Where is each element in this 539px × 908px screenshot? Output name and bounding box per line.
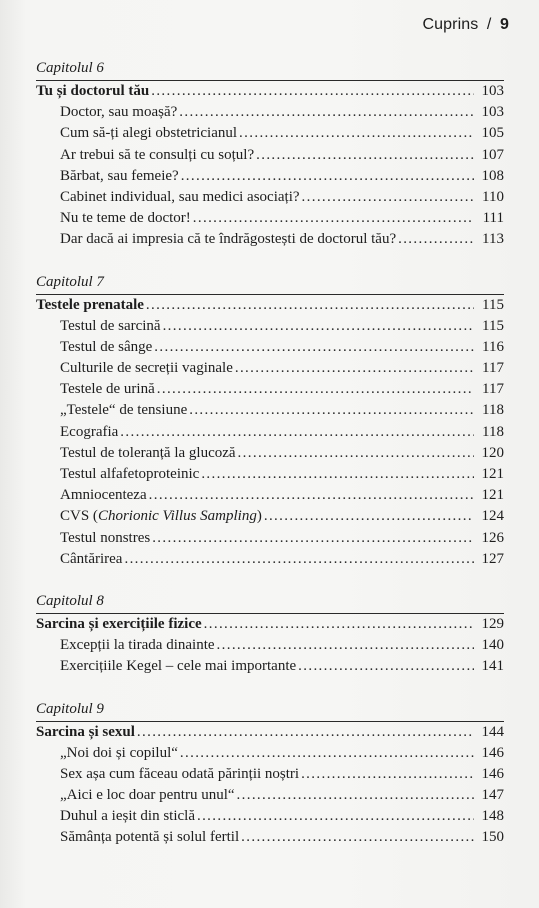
- dot-leader: [217, 635, 474, 656]
- page-number: 150: [481, 829, 504, 846]
- dot-leader: [146, 295, 474, 316]
- page-number: 146: [481, 765, 504, 782]
- dot-leader: [151, 81, 474, 102]
- page-number: 124: [481, 508, 504, 525]
- toc-entry[interactable]: [36, 379, 504, 400]
- toc-entry[interactable]: [36, 123, 504, 144]
- chapter-title-entry[interactable]: [36, 295, 504, 316]
- entry-title: Testul de sarcină: [60, 317, 161, 334]
- dot-leader: [137, 722, 474, 743]
- chapter-9: [36, 699, 504, 849]
- page-number: 108: [481, 167, 504, 184]
- entry-title: Ar trebui să te consulți cu soțul?: [60, 146, 255, 163]
- entry-title-italic: Chorionic Villus Sampling: [97, 508, 257, 525]
- entry-title-suffix: ): [256, 508, 262, 525]
- dot-leader: [189, 400, 474, 421]
- toc-entry[interactable]: [36, 806, 504, 827]
- dot-leader: [256, 145, 474, 166]
- page-number: 141: [481, 658, 504, 675]
- dot-leader: [197, 806, 474, 827]
- chapter-title: Sarcina și exercițiile fizice: [36, 615, 202, 632]
- toc-entry[interactable]: [36, 229, 504, 250]
- toc-entry[interactable]: [36, 316, 504, 337]
- chapter-label: Capitolul 6: [36, 60, 104, 76]
- chapter-title: Sarcina și sexul: [36, 723, 135, 740]
- entry-title: Amniocenteza: [60, 487, 147, 504]
- chapter-6: [36, 58, 504, 251]
- dot-leader: [157, 379, 474, 400]
- dot-leader: [181, 166, 474, 187]
- page-number: 121: [481, 466, 504, 482]
- page-number: 148: [481, 808, 504, 825]
- dot-leader: [238, 443, 474, 464]
- header-page-number: 9: [500, 16, 509, 33]
- dot-leader: [180, 743, 474, 764]
- entry-title: [60, 506, 262, 527]
- toc-entry[interactable]: [36, 743, 504, 764]
- entry-title: Cum să-ți alegi obstetricianul: [60, 125, 238, 142]
- toc-entry[interactable]: [36, 656, 504, 677]
- dot-leader: [298, 656, 474, 677]
- entry-title: Cabinet individual, sau medici asociați?: [60, 188, 300, 205]
- entry-title: „Testele“ de tensiune: [60, 402, 188, 419]
- chapter-label: Capitolul 8: [36, 592, 104, 609]
- entry-title-prefix: CVS (: [60, 508, 98, 525]
- entry-title: Duhul a ieșit din sticlă: [60, 808, 195, 825]
- entry-title: Dar dacă ai impresia că te îndrăgostești de doctorul tău?: [60, 231, 397, 248]
- dot-leader: [302, 187, 474, 208]
- toc-entry[interactable]: [36, 764, 504, 785]
- running-header: [423, 16, 509, 34]
- toc-entry[interactable]: [36, 485, 504, 506]
- entry-title: Cântărirea: [60, 550, 123, 567]
- dot-leader: [163, 316, 474, 337]
- entry-title: Bărbat, sau femeie?: [60, 167, 179, 184]
- page-number: 110: [482, 188, 504, 205]
- entry-title: „Noi doi și copilul“: [60, 744, 178, 761]
- entry-title: Testul de toleranță la glucoză: [60, 444, 236, 461]
- page-number: 107: [481, 146, 504, 163]
- toc-entry[interactable]: [36, 358, 504, 379]
- page-number: 115: [482, 296, 504, 313]
- chapter-title: Testele prenatale: [36, 296, 144, 313]
- dot-leader: [301, 764, 474, 785]
- entry-title: Doctor, sau moașă?: [60, 104, 178, 121]
- page-number: 113: [482, 231, 504, 248]
- page-number: 118: [482, 423, 504, 440]
- page-number: 118: [482, 402, 504, 419]
- dot-leader: [149, 485, 474, 506]
- header-title: Cuprins: [422, 16, 479, 33]
- table-of-contents: [36, 58, 504, 870]
- toc-entry[interactable]: [36, 337, 504, 358]
- page-number: 117: [482, 381, 504, 398]
- dot-leader: [120, 422, 474, 443]
- toc-entry[interactable]: [36, 443, 504, 464]
- chapter-label: Capitolul 9: [36, 700, 104, 717]
- toc-entry[interactable]: [36, 464, 504, 485]
- dot-leader: [154, 337, 474, 358]
- dot-leader: [193, 208, 474, 229]
- entry-title: Testele de urină: [60, 381, 155, 398]
- chapter-title-entry[interactable]: [36, 81, 504, 102]
- chapter-7: [36, 272, 504, 570]
- dot-leader: [201, 464, 474, 485]
- dot-leader: [124, 549, 474, 570]
- dot-leader: [235, 358, 474, 379]
- entry-title: „Aici e loc doar pentru unul“: [60, 787, 235, 804]
- dot-leader: [179, 102, 474, 123]
- toc-entry[interactable]: [36, 145, 504, 166]
- entry-title: Testul nonstres: [60, 529, 151, 546]
- page-number: 146: [481, 744, 504, 761]
- entry-title: Sămânța potentă și solul fertil: [60, 829, 240, 846]
- entry-title: Ecografia: [60, 423, 119, 440]
- chapter-label: Capitolul 7: [36, 273, 104, 290]
- toc-entry[interactable]: [36, 506, 504, 527]
- chapter-8: [36, 591, 504, 678]
- page-number: 147: [481, 787, 504, 804]
- page-number: 103: [481, 83, 504, 99]
- page-number: 117: [482, 360, 504, 377]
- entry-title: Sex așa cum făceau odată părinții noștri: [60, 765, 300, 782]
- dot-leader: [237, 785, 474, 806]
- entry-title: Exercițiile Kegel – cele mai importante: [60, 658, 297, 675]
- header-separator: /: [486, 16, 492, 33]
- page-number: 105: [481, 125, 504, 142]
- dot-leader: [398, 229, 474, 250]
- page-number: 103: [481, 104, 504, 121]
- dot-leader: [241, 827, 474, 848]
- page-number: 116: [482, 338, 504, 355]
- toc-entry[interactable]: [36, 785, 504, 806]
- toc-entry[interactable]: [36, 102, 504, 123]
- page-number: 127: [481, 550, 504, 567]
- page-number: 111: [482, 210, 504, 227]
- toc-entry[interactable]: [36, 549, 504, 570]
- toc-entry[interactable]: [36, 827, 504, 848]
- dot-leader: [239, 123, 474, 144]
- page-number: 144: [481, 723, 504, 740]
- toc-entry[interactable]: [36, 528, 504, 549]
- entry-title: Excepții la tirada dinainte: [60, 637, 215, 654]
- toc-entry[interactable]: [36, 422, 504, 443]
- chapter-title: Tu și doctorul tău: [36, 83, 150, 99]
- toc-entry[interactable]: [36, 208, 504, 229]
- toc-entry[interactable]: [36, 400, 504, 421]
- toc-entry[interactable]: [36, 166, 504, 187]
- toc-entry[interactable]: [36, 635, 504, 656]
- page-number: 120: [481, 444, 504, 461]
- dot-leader: [152, 528, 474, 549]
- page-number: 121: [481, 487, 504, 504]
- toc-entry[interactable]: [36, 187, 504, 208]
- dot-leader: [264, 506, 474, 527]
- chapter-title-entry[interactable]: [36, 614, 504, 635]
- entry-title: Testul alfafetoproteinic: [60, 466, 200, 482]
- entry-title: Nu te teme de doctor!: [60, 210, 191, 227]
- entry-title: Testul de sânge: [60, 338, 153, 355]
- page-number: 115: [482, 317, 504, 334]
- page-number: 129: [481, 615, 504, 632]
- page-number: 140: [481, 637, 504, 654]
- page-number: 126: [481, 529, 504, 546]
- chapter-title-entry[interactable]: [36, 722, 504, 743]
- dot-leader: [204, 614, 474, 635]
- entry-title: Culturile de secreții vaginale: [60, 360, 233, 377]
